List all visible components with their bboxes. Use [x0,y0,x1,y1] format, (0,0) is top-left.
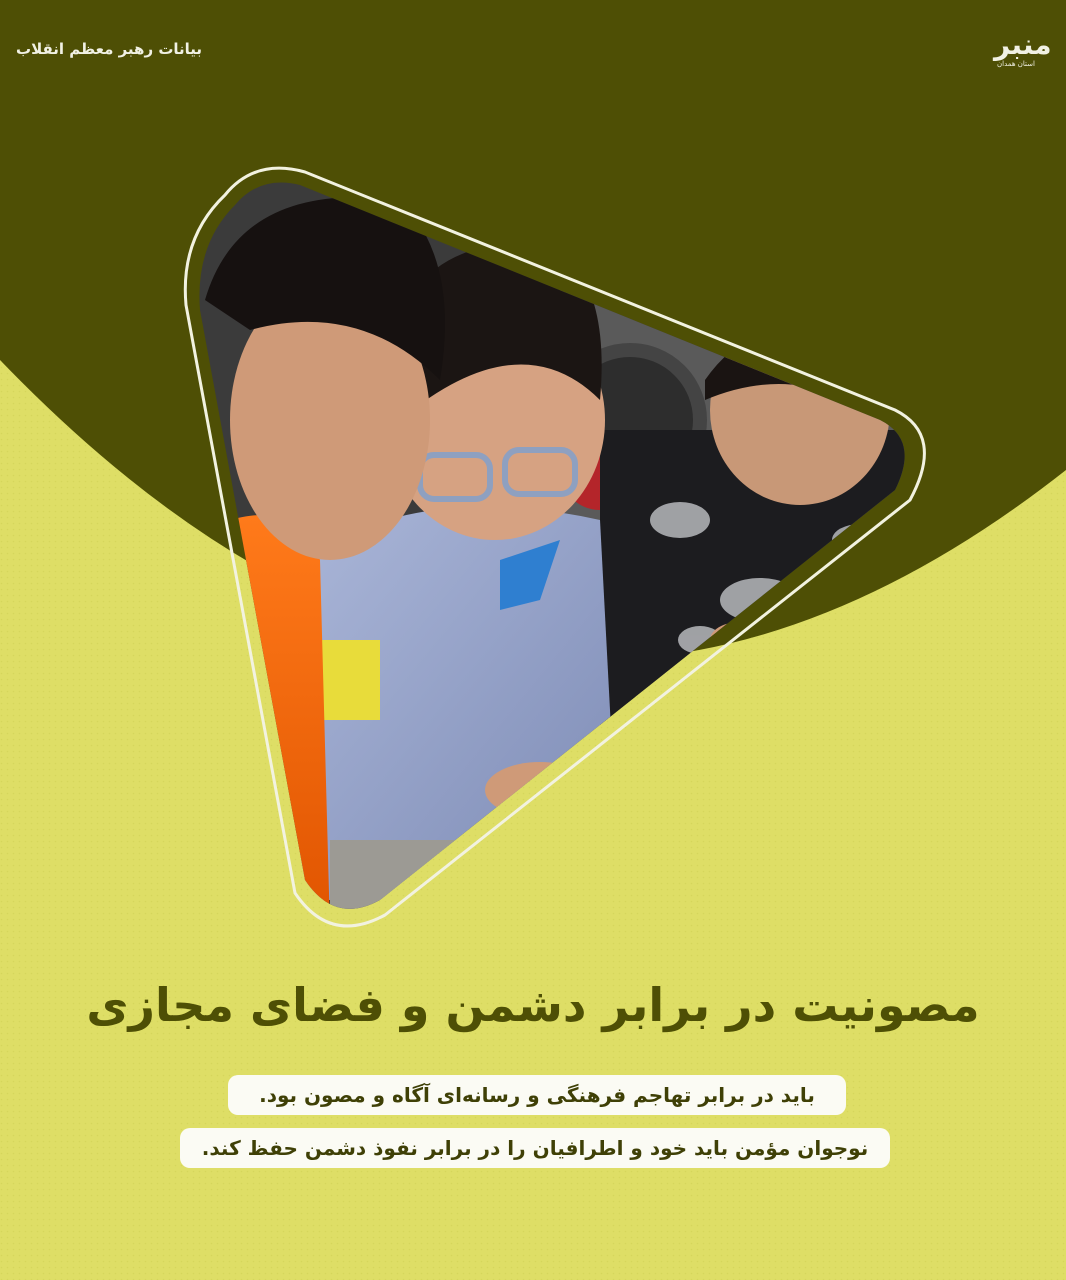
body-line-1: باید در برابر تهاجم فرهنگی و رسانه‌ای آگاه و مصون بود. [228,1075,846,1115]
poster-title: مصونیت در برابر دشمن و فضای مجازی [86,978,980,1032]
body-line-2: نوجوان مؤمن باید خود و اطرافیان را در برابر نفوذ دشمن حفظ کند. [180,1128,890,1168]
logo-mark: ﻣﻨﺒﺮ [994,28,1052,61]
logo-caption: استان همدان [997,60,1035,68]
logo [994,28,1052,74]
header-label: بیانات رهبر معظم انقلاب [16,40,203,58]
